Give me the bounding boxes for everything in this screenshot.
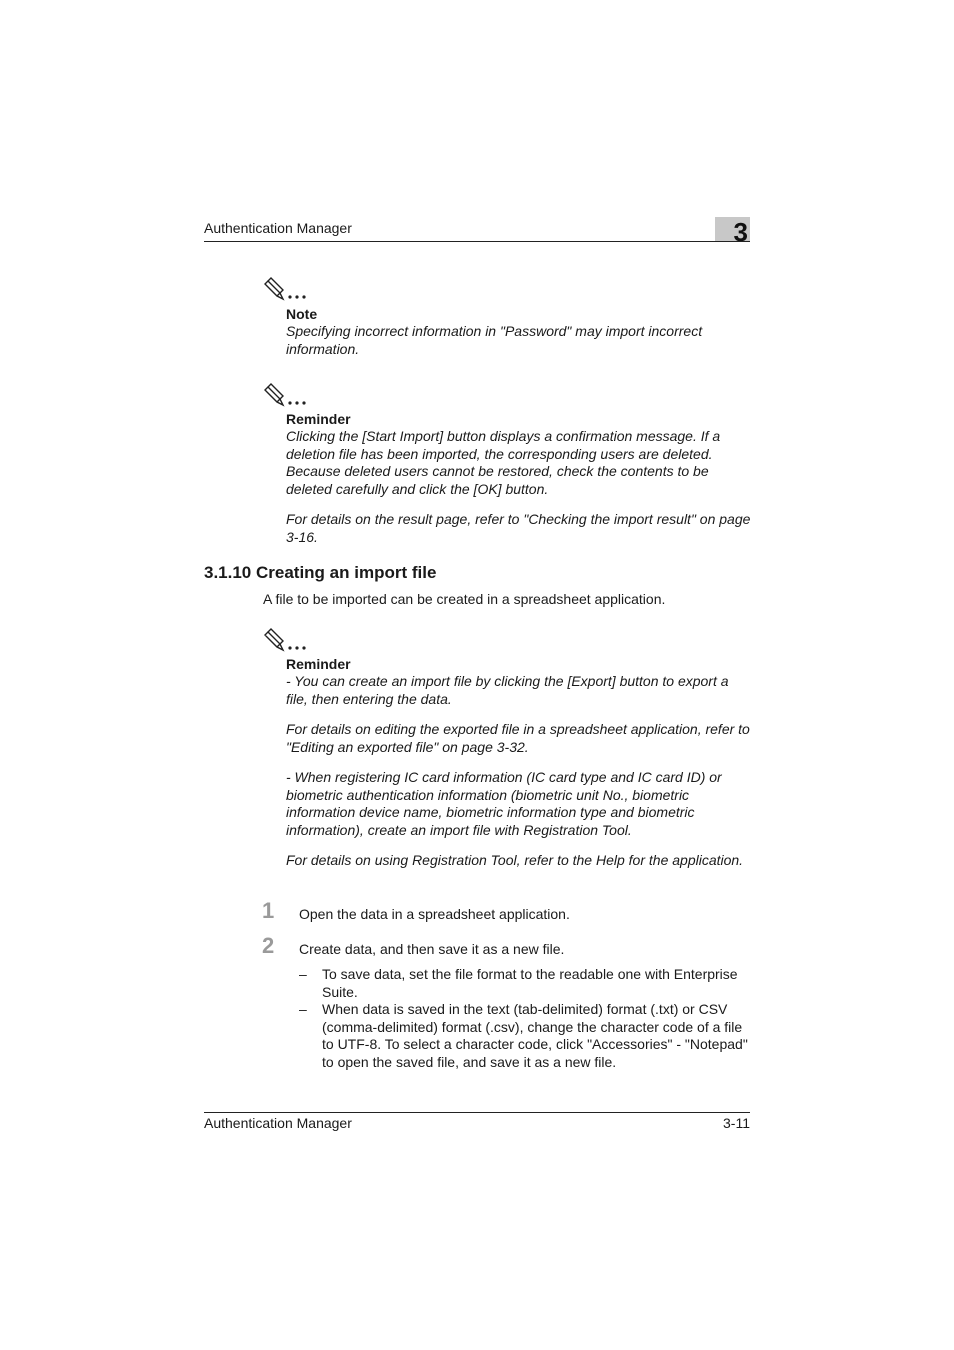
reminder-label: Reminder <box>286 656 351 672</box>
reminder-text: - When registering IC card information (IC card type and IC card ID) or biometric authentication information (biometric unit No., biometric information device name, biometric information type and biometric information), create an import file with Registration Tool. <box>286 769 722 838</box>
section-title: 3.1.10 Creating an import file <box>204 563 437 582</box>
pencil-note-icon <box>264 383 310 409</box>
bullet-text: To save data, set the file format to the readable one with Enterprise Suite. <box>322 966 738 1000</box>
step-number: 2 <box>262 933 275 958</box>
header-rule <box>204 241 750 242</box>
page-number: 3-11 <box>723 1115 750 1131</box>
footer-rule <box>204 1112 750 1113</box>
bullet-text: When data is saved in the text (tab-delimited) format (.txt) or CSV (comma-delimited) format (.csv), change the character code of a file to UTF-8. To select a character code, click "Accessories" - "Notepad" to open the saved file, and save it as a new file. <box>322 1001 748 1070</box>
note-label: Note <box>286 306 318 322</box>
reminder-label: Reminder <box>286 411 351 427</box>
note-text: Specifying incorrect information in "Password" may import incorrect information. <box>286 323 703 357</box>
chapter-number: 3 <box>733 217 748 247</box>
reminder-text: For details on the result page, refer to "Checking the import result" on page 3-16. <box>286 511 751 545</box>
step-number: 1 <box>262 898 275 923</box>
running-header-title: Authentication Manager <box>204 220 352 236</box>
bullet-dash: – <box>299 966 307 982</box>
reminder-text: Clicking the [Start Import] button displays a confirmation message. If a deletion file has been imported, the corresponding users are deleted. Because deleted users cannot be restored, check the contents to be deleted carefully and click the [OK] button. <box>286 428 721 497</box>
reminder-text: For details on editing the exported file in a spreadsheet application, refer to "Editing an exported file" on page 3-32. <box>286 721 750 755</box>
bullet-dash: – <box>299 1001 307 1017</box>
reminder-text: For details on using Registration Tool, refer to the Help for the application. <box>286 852 744 868</box>
section-intro: A file to be imported can be created in a spreadsheet application. <box>263 591 666 607</box>
footer-title: Authentication Manager <box>204 1115 352 1131</box>
step-text: Open the data in a spreadsheet application. <box>299 906 570 922</box>
pencil-note-icon <box>264 277 310 303</box>
pencil-note-icon <box>264 628 310 654</box>
step-text: Create data, and then save it as a new file. <box>299 941 565 957</box>
reminder-text: - You can create an import file by clicking the [Export] button to export a file, then entering the data. <box>286 673 729 707</box>
